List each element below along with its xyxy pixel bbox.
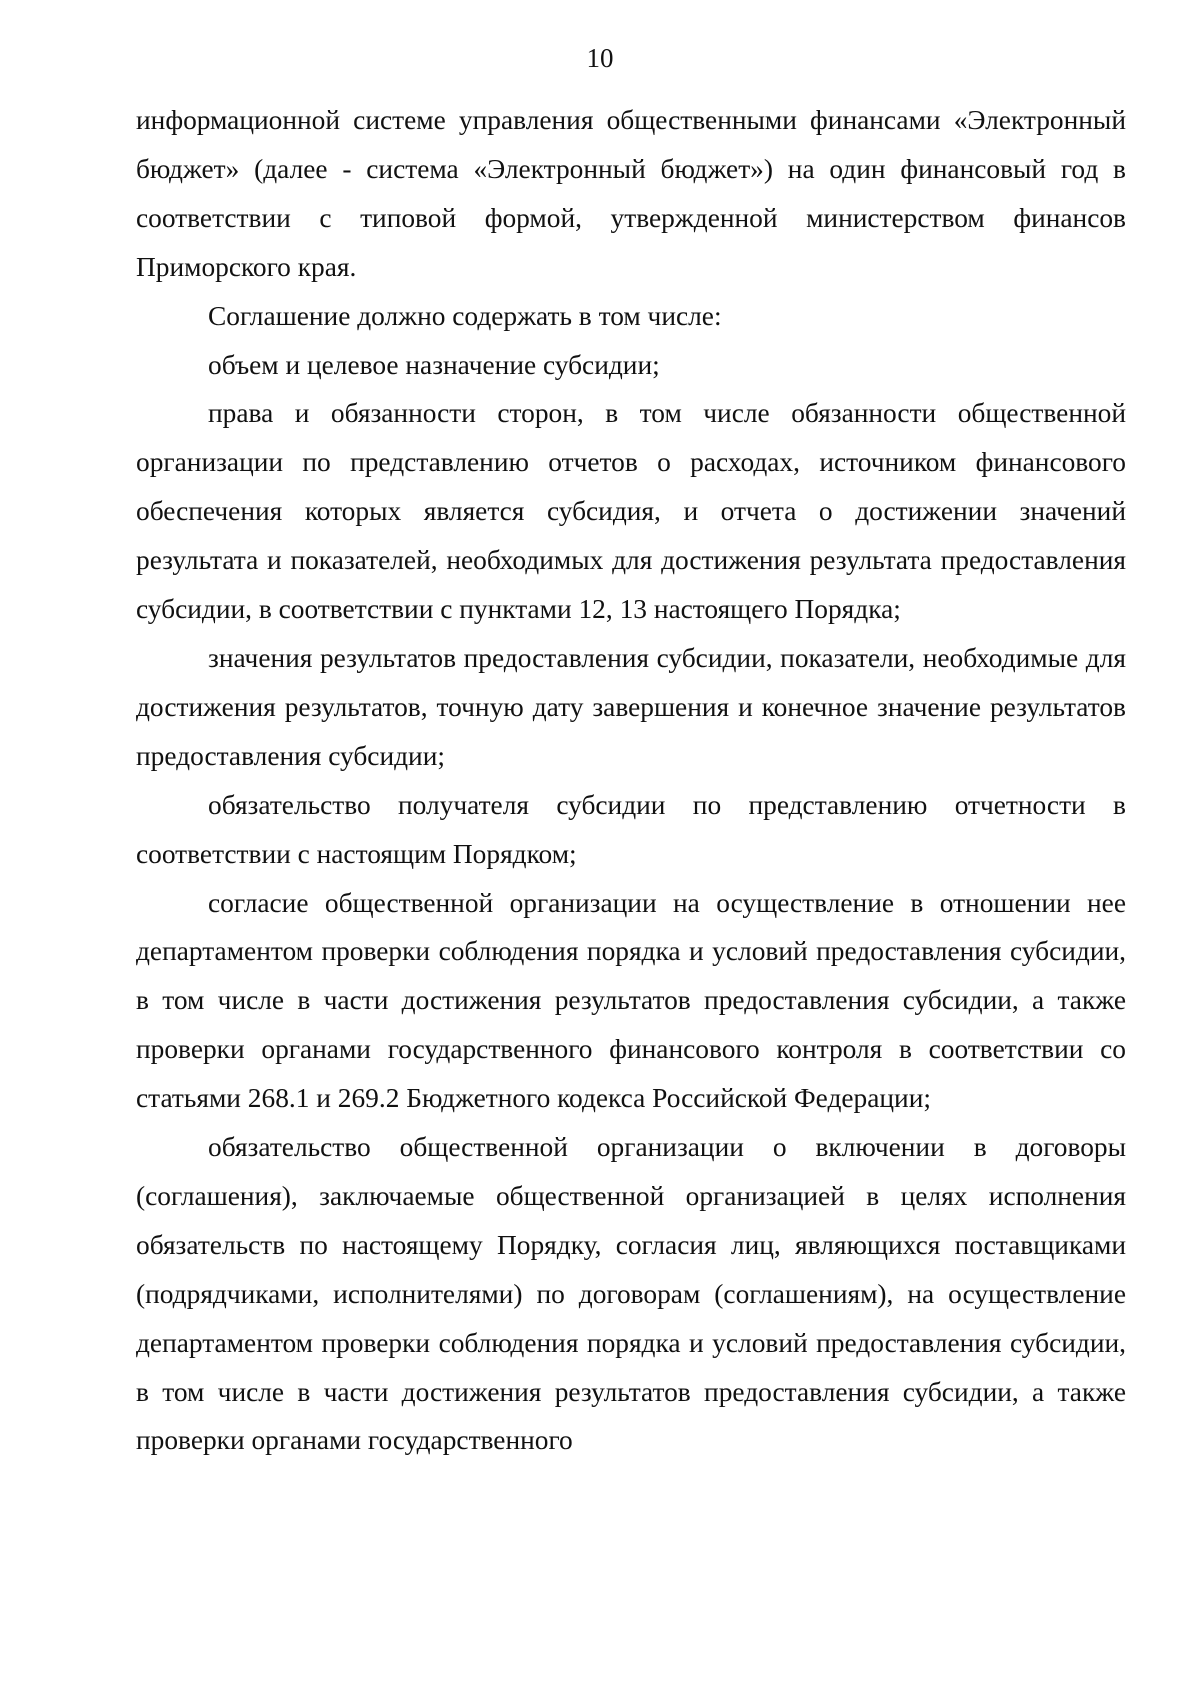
paragraph-continuation: информационной системе управления общественными финансами «Электронный бюджет» (далее - система «Электронный бюджет») на один финансовый год в соответствии с типовой формой, утвержденной министерством финансов Приморского края.: [136, 105, 1126, 282]
paragraph-result-values: значения результатов предоставления субсидии, показатели, необходимые для достижения результатов, точную дату завершения и конечное значение результатов предоставления субсидии;: [136, 642, 1126, 771]
paragraph-agreement-intro: Соглашение должно содержать в том числе:: [208, 300, 722, 331]
paragraph-reporting-obligation: обязательство получателя субсидии по представлению отчетности в соответствии с настоящим Порядком;: [136, 789, 1126, 869]
paragraph-contract-obligation: обязательство общественной организации о включении в договоры (соглашения), заключаемые общественной организацией в целях исполнения обязательств по настоящему Порядку, согласия лиц, являющихся поставщиками (подрядчиками, исполнителями) по договорам (соглашениям), на осуществление департаментом проверки соблюдения порядка и условий предоставления субсидии, в том числе в части достижения результатов предоставления субсидии, а также проверки органами государственного: [136, 1132, 1126, 1456]
document-body: [136, 96, 1126, 1465]
page-number: 10: [586, 43, 614, 73]
paragraph-rights-obligations: права и обязанности сторон, в том числе обязанности общественной организации по представлению отчетов о расходах, источником финансового обеспечения которых является субсидия, и отчета о достижении значений результата и показателей, необходимых для достижения результата предоставления субсидии, в соответствии с пунктами 12, 13 настоящего Порядка;: [136, 398, 1126, 625]
paragraph-subsidy-volume: объем и целевое назначение субсидии;: [208, 349, 660, 380]
paragraph-inspection-consent: согласие общественной организации на осуществление в отношении нее департаментом проверки соблюдения порядка и условий предоставления субсидии, в том числе в части достижения результатов предоставления субсидии, а также проверки органами государственного финансового контроля в соответствии со статьями 268.1 и 269.2 Бюджетного кодекса Российской Федерации;: [136, 887, 1126, 1114]
